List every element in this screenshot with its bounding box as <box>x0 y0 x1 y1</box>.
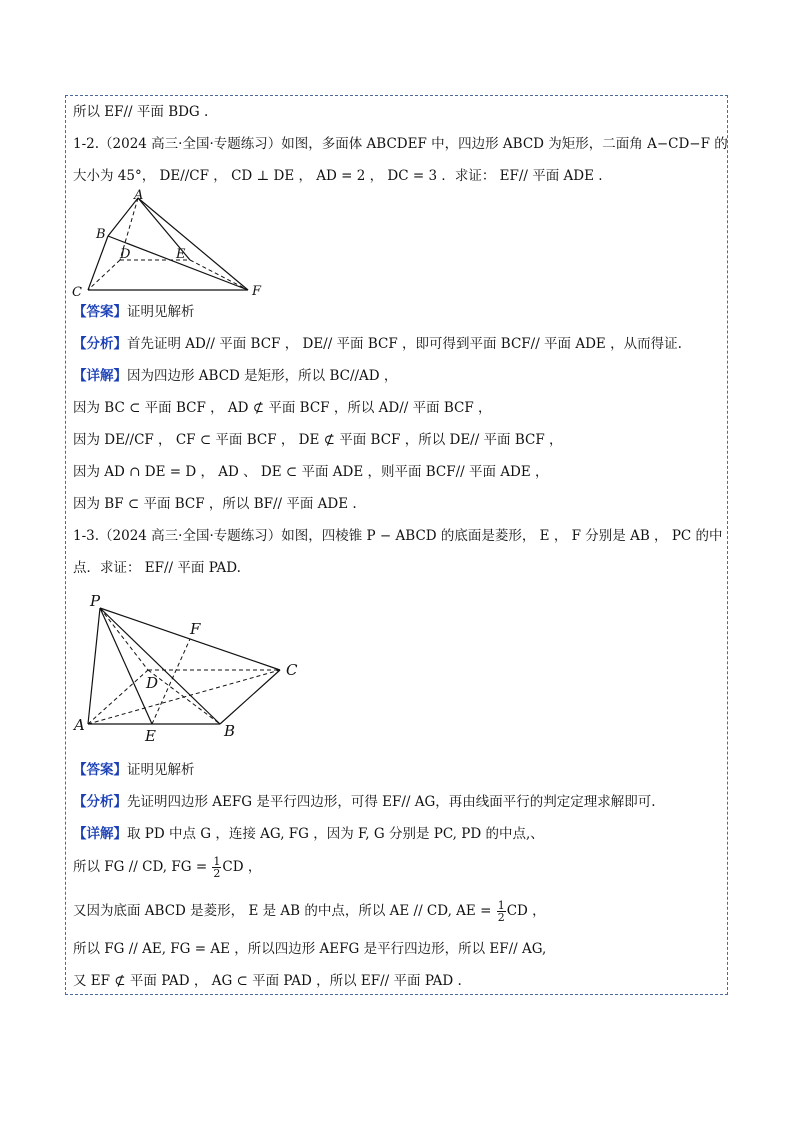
proof-text: 又因为底面 ABCD 是菱形， E 是 AB 的中点，所以 AE // CD, AE = <box>73 903 496 919</box>
proof-line: 所以 FG // AE, FG = AE ，所以四边形 AEFG 是平行四边形，所以 EF// AG, <box>73 941 547 957</box>
analysis-1-3 <box>73 793 656 811</box>
detail-1-2 <box>73 367 397 385</box>
fraction-numerator: 1 <box>213 855 221 868</box>
detail-text: 取 PD 中点 G ，连接 AG, FG ，因为 F, G 分别是 PC, PD 的中点,、 <box>127 826 544 842</box>
proof-line: 因为 DE//CF ， CF ⊂ 平面 BCF ， DE ⊄ 平面 BCF ，所以 DE// 平面 BCF ， <box>73 432 563 448</box>
answer-1-3 <box>73 761 195 779</box>
label-A: A <box>74 716 85 734</box>
detail-tag: 【详解】 <box>73 826 127 842</box>
label-B: B <box>224 722 236 740</box>
label-C: C <box>286 661 298 679</box>
figure-1-2 <box>70 188 280 300</box>
label-A: A <box>134 188 144 203</box>
analysis-text: 先证明四边形 AEFG 是平行四边形，可得 EF// AG，再由线面平行的判定定理求解即可. <box>127 794 656 810</box>
fraction-half <box>497 900 506 923</box>
label-F: F <box>190 620 201 638</box>
figure-1-3 <box>70 590 310 745</box>
fraction-numerator: 1 <box>497 899 505 912</box>
proof-line: 因为 BC ⊂ 平面 BCF ， AD ⊄ 平面 BCF ，所以 AD// 平面 BCF ， <box>73 400 492 416</box>
fraction-denominator: 2 <box>213 867 221 880</box>
proof-line: 因为 BF ⊂ 平面 BCF ，所以 BF// 平面 ADE . <box>73 496 357 512</box>
edge-EF <box>190 260 248 290</box>
proof-text: CD ， <box>506 903 546 919</box>
answer-tag: 【答案】 <box>73 304 127 320</box>
text-line: 所以 EF// 平面 BDG . <box>73 104 209 120</box>
problem-1-3-line1: 1-3.（2024 高三·全国·专题练习）如图，四棱锥 P − ABCD 的底面是菱形， E ， F 分别是 AB ， PC 的中 <box>73 528 723 544</box>
fraction-half <box>212 856 221 879</box>
analysis-text: 首先证明 AD// 平面 BCF ， DE// 平面 BCF ，即可得到平面 BCF// 平面 ADE ，从而得证. <box>127 336 682 352</box>
label-E: E <box>145 727 156 745</box>
edge-DB <box>148 670 220 724</box>
proof-line: 因为 AD ∩ DE = D ， AD 、 DE ⊂ 平面 ADE ，则平面 BCF// 平面 ADE ， <box>73 464 549 480</box>
analysis-tag: 【分析】 <box>73 336 127 352</box>
analysis-1-2 <box>73 335 682 353</box>
proof-text: CD ， <box>222 859 262 875</box>
problem-1-2-line2: 大小为 45°， DE//CF ， CD ⊥ DE ， AD = 2 ， DC = 3 ．求证： EF// 平面 ADE . <box>73 168 603 184</box>
detail-tag: 【详解】 <box>73 368 127 384</box>
label-C: C <box>72 285 82 300</box>
edge-AF <box>138 198 248 290</box>
fraction-denominator: 2 <box>497 911 505 924</box>
problem-1-2-line1: 1-2.（2024 高三·全国·专题练习）如图，多面体 ABCDEF 中，四边形 ABCD 为矩形，二面角 A−CD−F 的 <box>73 136 728 152</box>
label-F: F <box>252 284 262 299</box>
proof-line: 又 EF ⊄ 平面 PAD ， AG ⊂ 平面 PAD ，所以 EF// 平面 PAD . <box>73 973 462 989</box>
proof-line-fraction <box>73 854 261 880</box>
edge-PB <box>100 608 220 724</box>
edge-BF <box>108 236 248 290</box>
answer-text: 证明见解析 <box>127 304 195 320</box>
edge-BC <box>88 236 108 290</box>
edge-PA <box>88 608 100 724</box>
label-P: P <box>90 592 101 610</box>
label-D: D <box>120 247 131 262</box>
edge-DC <box>88 260 120 290</box>
detail-1-3 <box>73 825 544 843</box>
label-D: D <box>146 674 159 692</box>
label-B: B <box>96 227 106 242</box>
analysis-tag: 【分析】 <box>73 794 127 810</box>
answer-tag: 【答案】 <box>73 762 127 778</box>
answer-text: 证明见解析 <box>127 762 195 778</box>
answer-1-2 <box>73 303 195 321</box>
proof-text: 所以 FG // CD, FG = <box>73 859 212 875</box>
detail-text: 因为四边形 ABCD 是矩形，所以 BC//AD ， <box>127 368 398 384</box>
proof-line-fraction <box>73 898 546 924</box>
label-E: E <box>176 247 186 262</box>
edge-PE <box>100 608 152 724</box>
problem-1-3-line2: 点．求证： EF// 平面 PAD. <box>73 560 241 576</box>
edge-AB <box>108 198 138 236</box>
